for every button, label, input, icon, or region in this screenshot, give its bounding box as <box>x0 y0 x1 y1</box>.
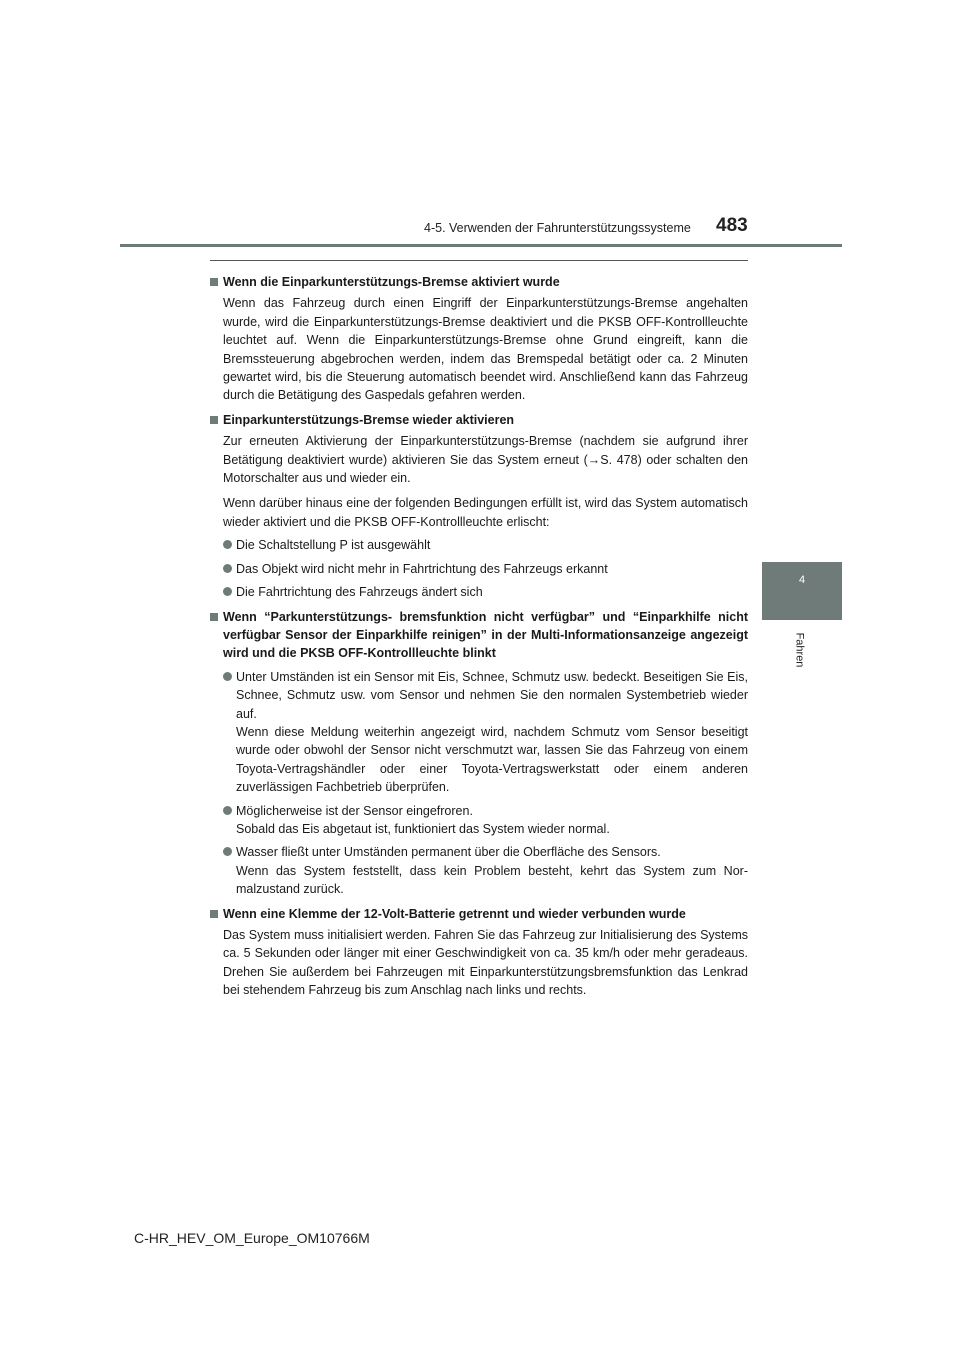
list-item: Möglicherweise ist der Sensor eingefroren. Sobald das Eis abgetaut ist, funktioniert das System wieder normal. <box>210 802 748 839</box>
document-id: C-HR_HEV_OM_Europe_OM10766M <box>134 1230 370 1246</box>
section-heading: Wenn die Einparkunterstützungs-Bremse aktiviert wurde <box>210 273 748 291</box>
content-top-rule <box>210 260 748 261</box>
list-item: Das Objekt wird nicht mehr in Fahrtrichtung des Fahrzeugs erkannt <box>210 560 748 578</box>
section-not-available <box>210 608 748 899</box>
square-bullet-icon <box>210 613 218 621</box>
circle-bullet-icon <box>223 540 232 549</box>
list-item: Die Fahrtrichtung des Fahrzeugs ändert sich <box>210 583 748 601</box>
list-item: Die Schaltstellung P ist ausgewählt <box>210 536 748 554</box>
paragraph: Zur erneuten Aktivierung der Einparkunterstützungs-Bremse (nachdem sie aufgrund ihrer Betätigung deaktiviert wurde) aktivieren Sie das System erneut (→S. 478) oder schalten den Motorschalter aus und wieder ein. <box>223 434 748 486</box>
section-heading: Wenn eine Klemme der 12-Volt-Batterie getrennt und wieder verbunden wurde <box>210 905 748 923</box>
section-title: 4-5. Verwenden der Fahrunterstützungssysteme <box>424 221 691 235</box>
list-item: Unter Umständen ist ein Sensor mit Eis, Schnee, Schmutz usw. bedeckt. Beseitigen Sie Eis, Schnee, Schmutz usw. vom Sensor und nehmen Sie den normalen Systembetrieb wieder auf. Wenn diese Meldung weiterhin angezeigt wird, nachdem Schmutz vom Sensor beseitigt wurde oder obwohl der Sensor nicht verschmutzt war, lassen Sie das Fahrzeug von einem Toyota-Vertragshändler oder einer Toyota-Vertragswerkstatt oder einem anderen zuverlässigen Fachbetrieb überprüfen. <box>210 668 748 797</box>
list-item: Wasser fließt unter Umständen permanent über die Oberfläche des Sensors. Wenn das System feststellt, dass kein Problem besteht, kehrt das System zum Normalzustand zurück. <box>210 843 748 898</box>
chapter-name: Fahren <box>793 632 806 668</box>
section-heading: Einparkunterstützungs-Bremse wieder aktivieren <box>210 411 748 429</box>
section-heading: Wenn “Parkunterstützungs- bremsfunktion nicht verfügbar” und “Einparkhilfe nicht verfügbar Sensor der Einparkhilfe reinigen” in der Multi-Informationsanzeige angezeigt wird und die PKSB OFF-Kontrollleuchte blinkt <box>210 608 748 663</box>
page-content <box>210 268 748 1006</box>
header-rule <box>120 244 842 247</box>
chapter-tab <box>762 562 842 620</box>
circle-bullet-icon <box>223 806 232 815</box>
paragraph: Das System muss initialisiert werden. Fahren Sie das Fahrzeug zur Initialisierung des Systems ca. 5 Sekunden oder länger mit einer Geschwindigkeit von ca. 35 km/h oder mehr geradeaus. Drehen Sie außerdem bei Fahrzeugen mit Einparkunterstützungsbremsfunktion das Lenkrad bei stehendem Fahrzeug bis zum Anschlag nach links und rechts. <box>223 928 748 998</box>
paragraph: Wenn darüber hinaus eine der folgenden Bedingungen erfüllt ist, wird das System automatisch wieder aktiviert und die PKSB OFF-Kontrollleuchte erlischt: <box>223 496 748 529</box>
circle-bullet-icon <box>223 672 232 681</box>
section-battery <box>210 905 748 1000</box>
page-number: 483 <box>716 215 748 236</box>
circle-bullet-icon <box>223 847 232 856</box>
square-bullet-icon <box>210 910 218 918</box>
section-reactivate <box>210 411 748 602</box>
section-brake-activated <box>210 273 748 405</box>
circle-bullet-icon <box>223 587 232 596</box>
chapter-number: 4 <box>798 574 806 586</box>
square-bullet-icon <box>210 416 218 424</box>
paragraph: Wenn das Fahrzeug durch einen Eingriff der Einparkunterstützungs-Bremse angehalten wurde, wird die Einparkunterstützungs-Bremse deaktiviert und die PKSB OFF-Kontrollleuchte leuchtet auf. Wenn die Einparkunterstützungs-Bremse ohne Grund eingreift, kann die Bremssteuerung abgebrochen werden, indem das Bremspedal betätigt oder ca. 2 Minuten gewartet wird, bis die Steuerung automatisch beendet wird. Anschließend kann das Fahrzeug durch die Betätigung des Gaspedals gefahren werden. <box>223 296 748 403</box>
square-bullet-icon <box>210 278 218 286</box>
circle-bullet-icon <box>223 564 232 573</box>
chapter-label <box>784 625 814 675</box>
